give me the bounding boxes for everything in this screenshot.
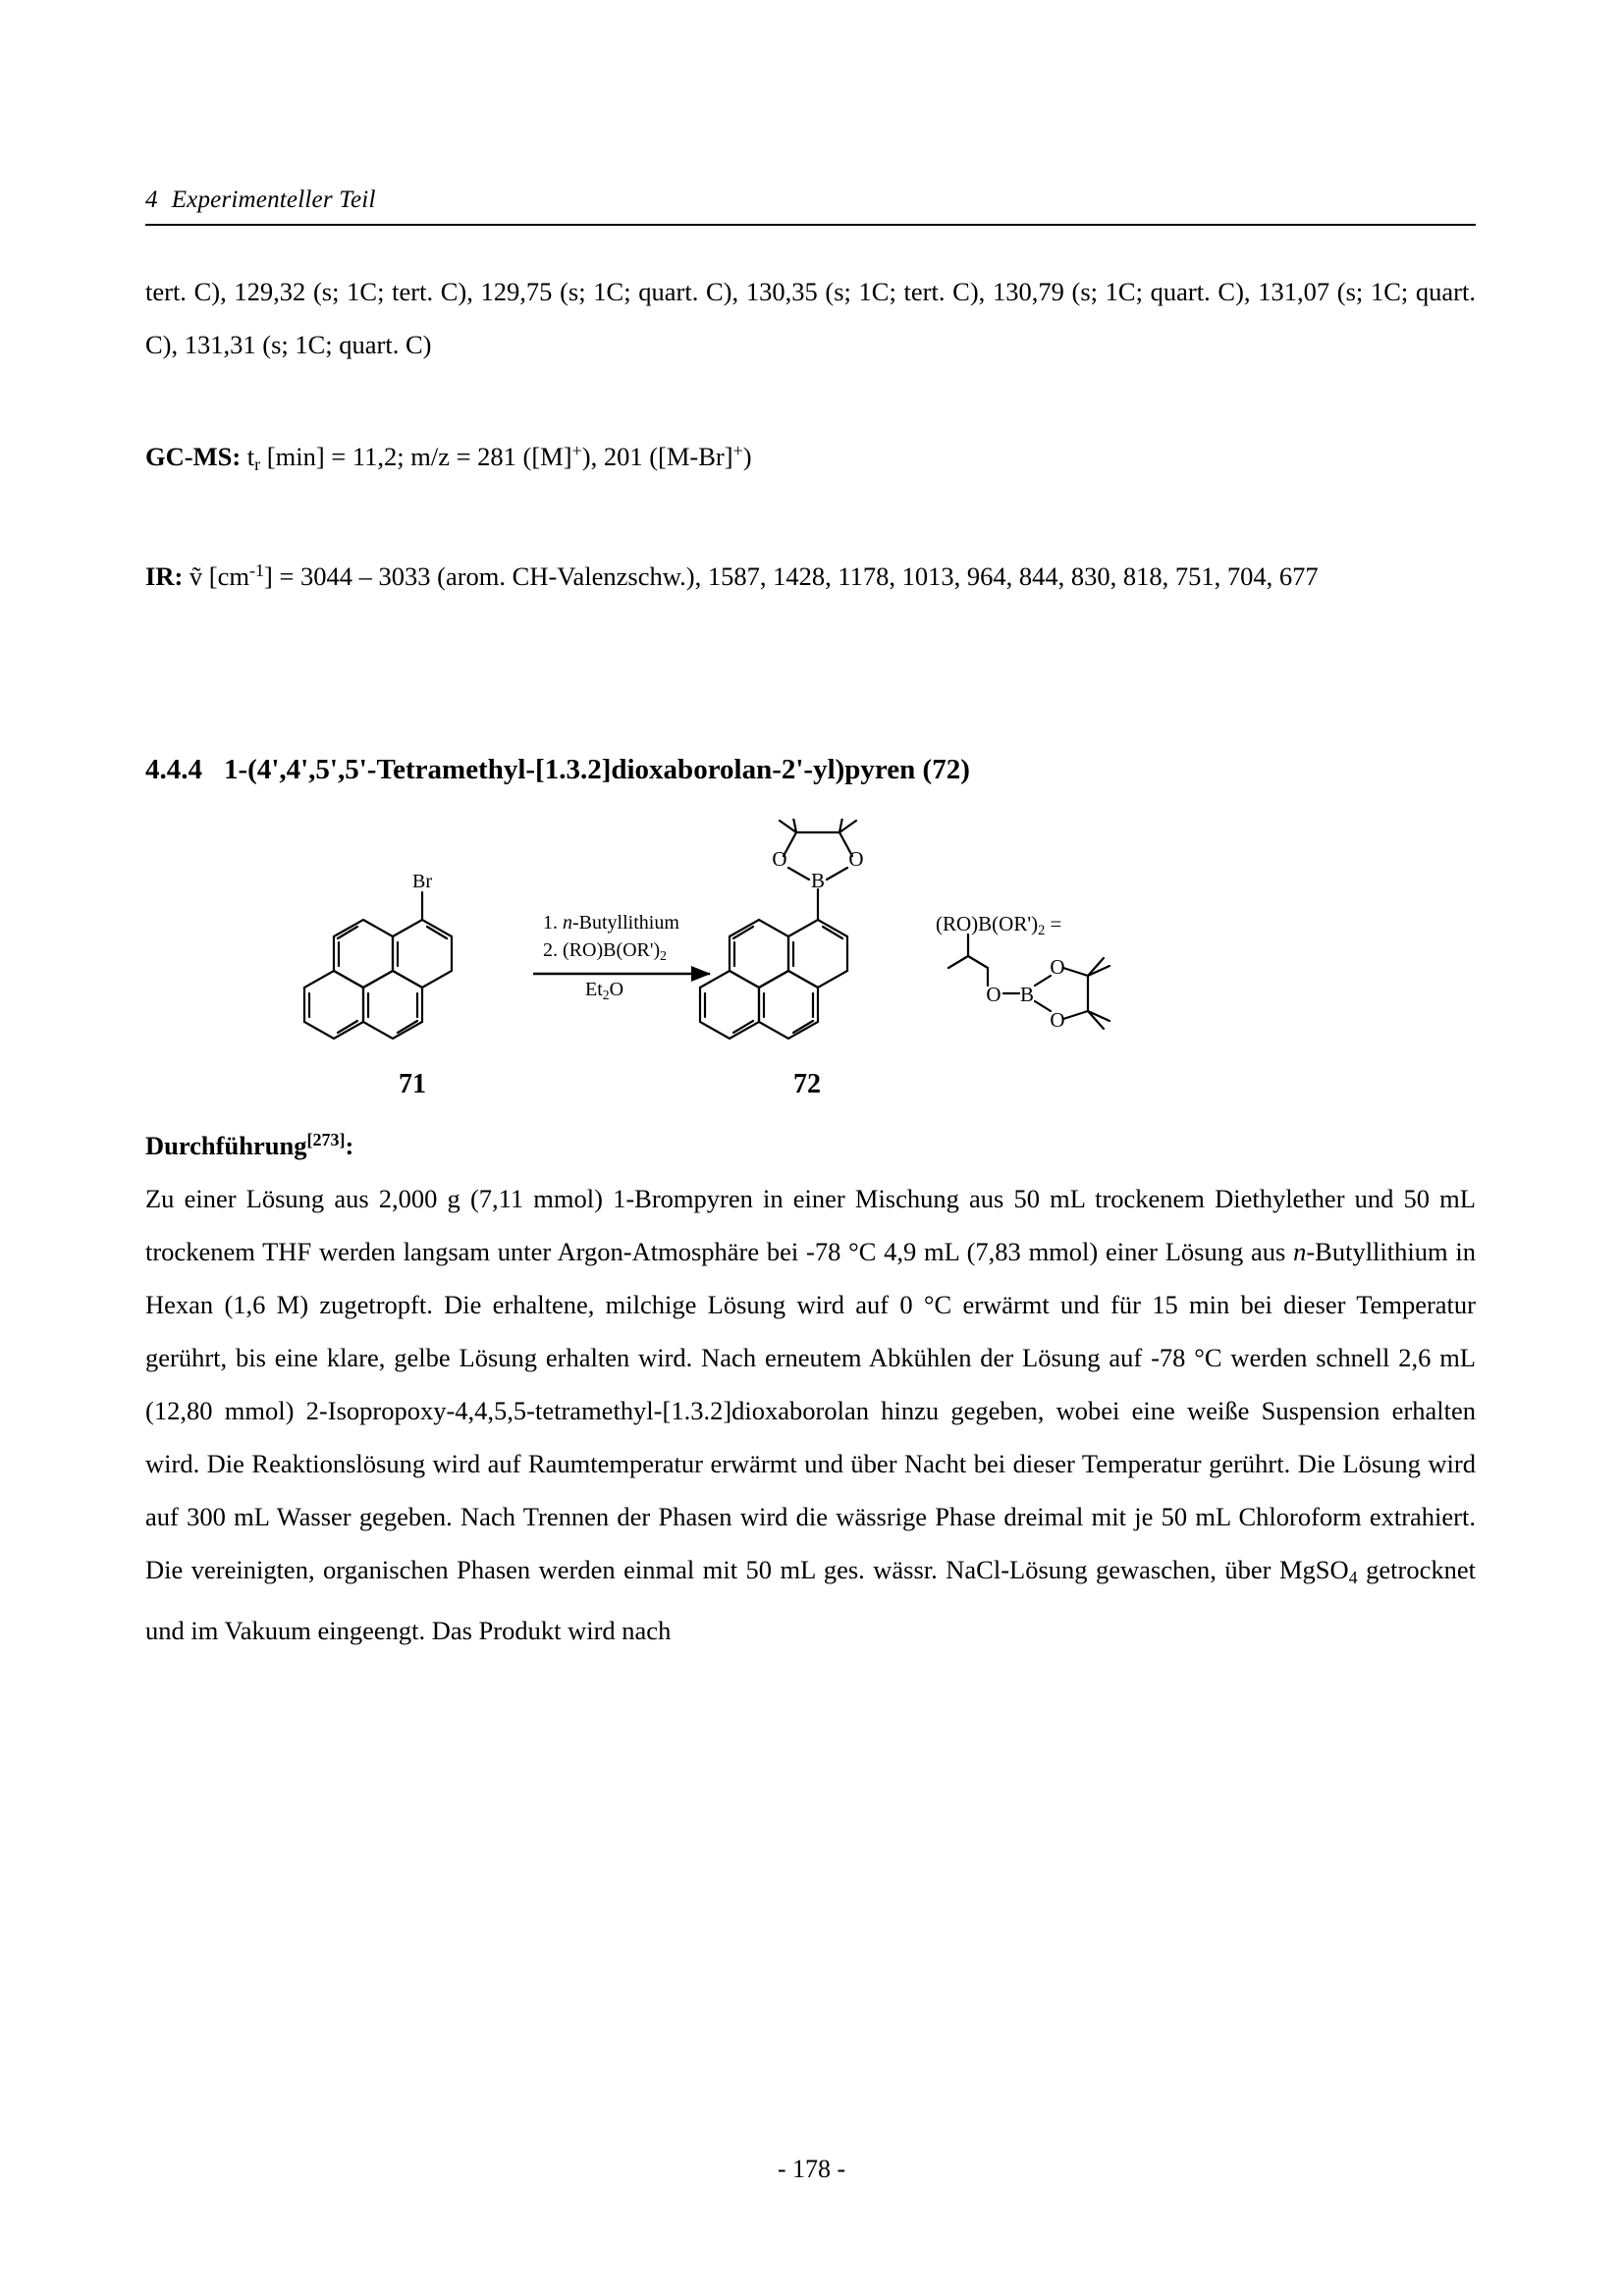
gcms-superscript-1: + <box>571 441 582 460</box>
label-oxygen-reagent-2: O <box>1050 955 1065 980</box>
gcms-label: GC-MS: <box>145 442 242 471</box>
paragraph-nmr-continuation: tert. C), 129,32 (s; 1C; tert. C), 129,75 (s; 1C; quart. C), 130,35 (s; 1C; tert. C), 130,79 (s; 1C; quart. C), 131,07 (s; 1C; quart. C), 131,31 (s; 1C; quart. C) <box>145 277 1476 359</box>
scheme-compound-labels <box>145 1069 1476 1108</box>
label-boron-reagent: B <box>1019 983 1035 1007</box>
section-title-compound: 72 <box>932 754 961 786</box>
running-head-title: Experimenteller Teil <box>171 187 376 213</box>
section-title-part-1: 1-(4',4',5',5'-Tetramethyl-[1.3.2]dioxaborolan-2'-yl)pyren ( <box>224 754 933 786</box>
running-head-number: 4 <box>145 187 158 213</box>
label-boron-product: B <box>810 869 826 893</box>
label-oxygen-product-2: O <box>848 847 864 872</box>
durchfuehrung-label: Durchführung <box>145 1131 307 1161</box>
paragraph-gcms <box>145 424 1476 491</box>
label-oxygen-reagent-3: O <box>1050 1008 1065 1033</box>
gcms-text-1: t <box>241 442 255 471</box>
procedure-part-2: -Butyllithium in Hexan (1,6 M) zugetropft. Die erhaltene, milchige Lösung wird auf 0 °C erwärmt und für 15 min bei dieser Temperatur gerührt, bis eine klare, gelbe Lösung erhalten wird. Nach erneutem Abkühlen der Lösung auf -78 °C werden schnell 2,6 mL (12,80 mmol) 2-Isopropoxy-4,4,5,5-tetramethyl-[1.3.2]dioxaborolan hinzu gegeben, wobei eine weiße Suspension erhalten wird. Die Reaktionslösung wird auf Raumtemperatur erwärmt und über Nacht bei dieser Temperatur gerührt. Die Lösung wird auf 300 mL Wasser gegeben. Nach Trennen der Phasen wird die wässrige Phase dreimal mit je 50 mL Chloroform extrahiert. Die vereinigten, organischen Phasen werden einmal mit 50 mL ges. wässr. NaCl-Lösung gewaschen, über MgSO <box>145 1237 1476 1585</box>
reagent-definition-label <box>936 912 1061 939</box>
ir-text-2: ] = 3044 – 3033 (arom. CH-Valenzschw.), 1587, 1428, 1178, 1013, 964, 844, 830, 818, 751, 704, 677 <box>264 561 1319 592</box>
procedure-italic-n: n <box>1293 1237 1307 1267</box>
paragraph-durchfuehrung-heading <box>145 1113 1476 1172</box>
reagent-definition-text: (RO)B(OR') <box>936 912 1039 936</box>
reaction-condition-line-1 <box>543 909 679 936</box>
vertical-spacer <box>145 603 1476 750</box>
header-rule <box>145 224 1476 226</box>
solvent-rest: O <box>609 979 624 1001</box>
procedure-part-1: Zu einer Lösung aus 2,000 g (7,11 mmol) 1-Brompyren in einer Mischung aus 50 mL trockenem Diethylether und 50 mL trockenem THF werden langsam unter Argon-Atmosphäre bei -78 °C 4,9 mL (7,83 mmol) einer Lösung aus <box>145 1184 1476 1267</box>
ir-superscript: -1 <box>248 561 264 581</box>
gcms-text-3: ), 201 ([M-Br] <box>581 442 733 471</box>
procedure-subscript: 4 <box>1348 1568 1358 1588</box>
procedure-part-3: getrocknet und im Vakuum eingeengt. Das Produkt wird nach <box>145 1555 1476 1646</box>
section-heading <box>145 750 1476 789</box>
paragraph-ir <box>145 544 1476 603</box>
compound-label-72: 72 <box>793 1069 821 1100</box>
paragraph-procedure <box>145 1172 1476 1657</box>
durchfuehrung-colon: : <box>345 1131 354 1161</box>
reagent-definition-equals: = <box>1045 912 1062 936</box>
ir-label: IR: <box>145 561 184 592</box>
reagent-definition-subscript: 2 <box>1038 923 1046 939</box>
gcms-superscript-2: + <box>732 441 743 460</box>
condition-2-subscript: 2 <box>660 947 667 963</box>
durchfuehrung-citation: [273] <box>306 1130 346 1150</box>
ir-text-1: ṽ [cm <box>183 561 249 592</box>
label-bromine: Br <box>412 871 432 893</box>
condition-1-italic: n <box>563 912 572 934</box>
page-number: - 178 - <box>777 2155 846 2183</box>
label-oxygen-product-1: O <box>772 847 787 872</box>
gcms-text-2: [min] = 11,2; m/z = 281 ([M] <box>260 442 572 471</box>
condition-2-text: 2. (RO)B(OR') <box>543 939 661 962</box>
section-title-part-2: ) <box>960 754 970 786</box>
page-content <box>145 187 1476 1657</box>
condition-1-rest: -Butyllithium <box>572 912 679 934</box>
reaction-condition-line-2 <box>543 936 667 970</box>
compound-label-71: 71 <box>399 1069 426 1100</box>
reaction-scheme <box>145 819 1476 1113</box>
section-number: 4.4.4 <box>145 754 202 786</box>
gcms-text-4: ) <box>742 442 752 471</box>
running-head <box>145 187 1476 224</box>
condition-1-number: 1. <box>543 912 563 934</box>
solvent-text: Et <box>585 979 603 1001</box>
label-oxygen-reagent-1: O <box>986 983 1001 1007</box>
reaction-solvent <box>585 976 623 1009</box>
solvent-subscript: 2 <box>602 987 610 1002</box>
gcms-subscript: r <box>254 454 261 475</box>
